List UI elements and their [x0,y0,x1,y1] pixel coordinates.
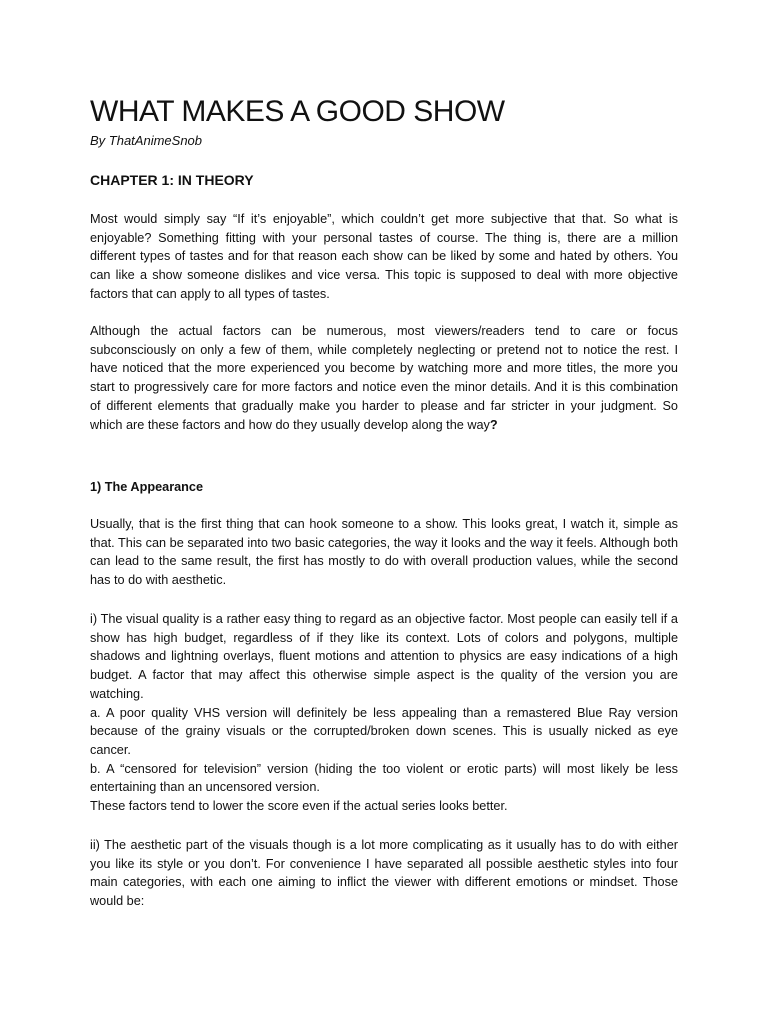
paragraph-intro: Most would simply say “If it’s enjoyable”, which couldn’t get more subjective that that. So what is enjoyable? Something fitting with your personal tastes of course. The thing is, there are a million different types of tastes and for that reason each show can be liked by some and hated by others. You can like a show someone dislikes and vice versa. This topic is supposed to deal with more objective factors that can apply to all types of tastes. [90,212,678,301]
chapter-heading: CHAPTER 1: IN THEORY [90,172,254,188]
author-byline: By ThatAnimeSnob [90,133,203,148]
document-title: WHAT MAKES A GOOD SHOW [90,95,505,128]
section-heading-appearance: 1) The Appearance [90,480,204,494]
paragraph-aesthetic: ii) The aesthetic part of the visuals though is a lot more complicating as it usually has to do with either you like its style or you don’t. For convenience I have separated all possible aesthetic styles into four main categories, with each one aiming to inflict the viewer with different emotions or mindset. Those would be: [90,838,678,909]
paragraph-factors [90,322,678,434]
paragraph-factors-question-mark: ? [489,417,498,432]
paragraph-appearance: Usually, that is the first thing that can hook someone to a show. This looks great, I watch it, simple as that. This can be separated into two basic categories, the way it looks and the way it feels. Although both can lead to the same result, the first has mostly to do with overall production values, while the second has to do with aesthetic. [90,517,678,588]
paragraph-factors-text: Although the actual factors can be numerous, most viewers/readers tend to care or focus subconsciously on only a few of them, while completely neglecting or pretend not to notice the rest. I have noticed that the more experienced you become by watching more and more titles, the more you start to progressively care for more factors and notice even the minor details. And it is this combination of different elements that gradually make you harder to please and far stricter in your judgment. So which are these factors and how do they usually develop along the way [90,324,678,432]
list-item-a: a. A poor quality VHS version will definitely be less appealing than a remastered Blue Ray version because of the grainy visuals or the corrupted/broken down scenes. This is usually nicked as eye cancer. [90,705,678,757]
factors-note: These factors tend to lower the score even if the actual series looks better. [90,799,508,814]
visual-quality-block [90,610,678,816]
list-item-b: b. A “censored for television” version (hiding the too violent or erotic parts) will most likely be less entertaining than an uncensored version. [90,761,678,795]
paragraph-visual-quality: i) The visual quality is a rather easy thing to regard as an objective factor. Most people can easily tell if a show has high budget, regardless of if they like its context. Lots of colors and polygons, multiple shadows and lightning overlays, fluent motions and attention to physics are easy indications of a high budget. A factor that may affect this otherwise simple aspect is the quality of the version you are watching. [90,612,678,701]
